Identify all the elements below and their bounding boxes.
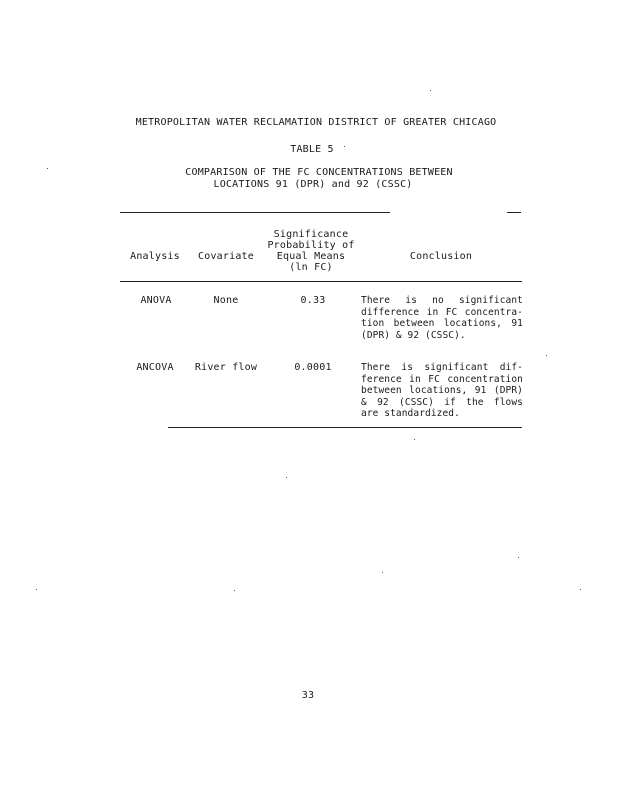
table-header-rule — [120, 281, 522, 282]
row-1-significance: 0.33 — [300, 295, 326, 306]
table-top-rule — [120, 212, 390, 213]
row-2-significance: 0.0001 — [294, 362, 332, 373]
row-2-conclusion-line: & 92 (CSSC) if the flows — [361, 396, 523, 408]
scan-speck — [546, 355, 547, 356]
row-2-conclusion-line: ference in FC concentration — [361, 373, 523, 385]
organization-title: METROPOLITAN WATER RECLAMATION DISTRICT OF GREATER CHICAGO — [135, 117, 497, 128]
header-significance-line-2: Probability of — [267, 240, 355, 251]
scan-speck — [234, 590, 235, 591]
scan-speck — [580, 589, 581, 590]
row-1-conclusion — [361, 295, 523, 341]
row-1-analysis: ANOVA — [140, 295, 172, 306]
header-significance-line-4: (ln FC) — [289, 262, 333, 273]
row-1-covariate: None — [213, 295, 239, 306]
header-significance-line-3: Equal Means — [276, 251, 346, 262]
scan-speck — [414, 439, 415, 440]
table-bottom-rule — [168, 427, 522, 428]
header-analysis: Analysis — [130, 251, 180, 262]
row-2-conclusion-line: between locations, 91 (DPR) — [361, 385, 523, 396]
row-2-analysis: ANCOVA — [136, 362, 174, 373]
scan-speck — [430, 90, 431, 91]
row-1-conclusion-line: There is no significant — [361, 295, 523, 306]
header-covariate: Covariate — [198, 251, 254, 262]
table-top-rule-right — [507, 212, 521, 213]
row-2-conclusion — [361, 362, 523, 420]
scan-speck — [518, 557, 519, 558]
header-conclusion: Conclusion — [409, 251, 473, 262]
row-2-conclusion-line: There is significant dif- — [361, 362, 523, 373]
scan-speck — [47, 168, 48, 169]
row-1-conclusion-line: tion between locations, 91 — [361, 318, 523, 329]
header-significance-line-1: Significance — [273, 229, 349, 240]
row-1-conclusion-line: difference in FC concentra- — [361, 306, 523, 318]
table-caption-line-2: LOCATIONS 91 (DPR) and 92 (CSSC) — [213, 179, 413, 190]
row-2-covariate: River flow — [194, 362, 258, 373]
table-caption-line-1: COMPARISON OF THE FC CONCENTRATIONS BETWEEN — [185, 167, 453, 178]
scan-speck — [36, 589, 37, 590]
table-label: TABLE 5 — [290, 144, 334, 155]
row-1-conclusion-line: (DPR) & 92 (CSSC). — [361, 329, 466, 341]
row-2-conclusion-line: are standardized. — [361, 408, 460, 419]
scan-speck — [344, 146, 345, 147]
page-number: 33 — [301, 690, 315, 701]
scan-speck — [382, 572, 383, 573]
scan-speck — [286, 477, 287, 478]
